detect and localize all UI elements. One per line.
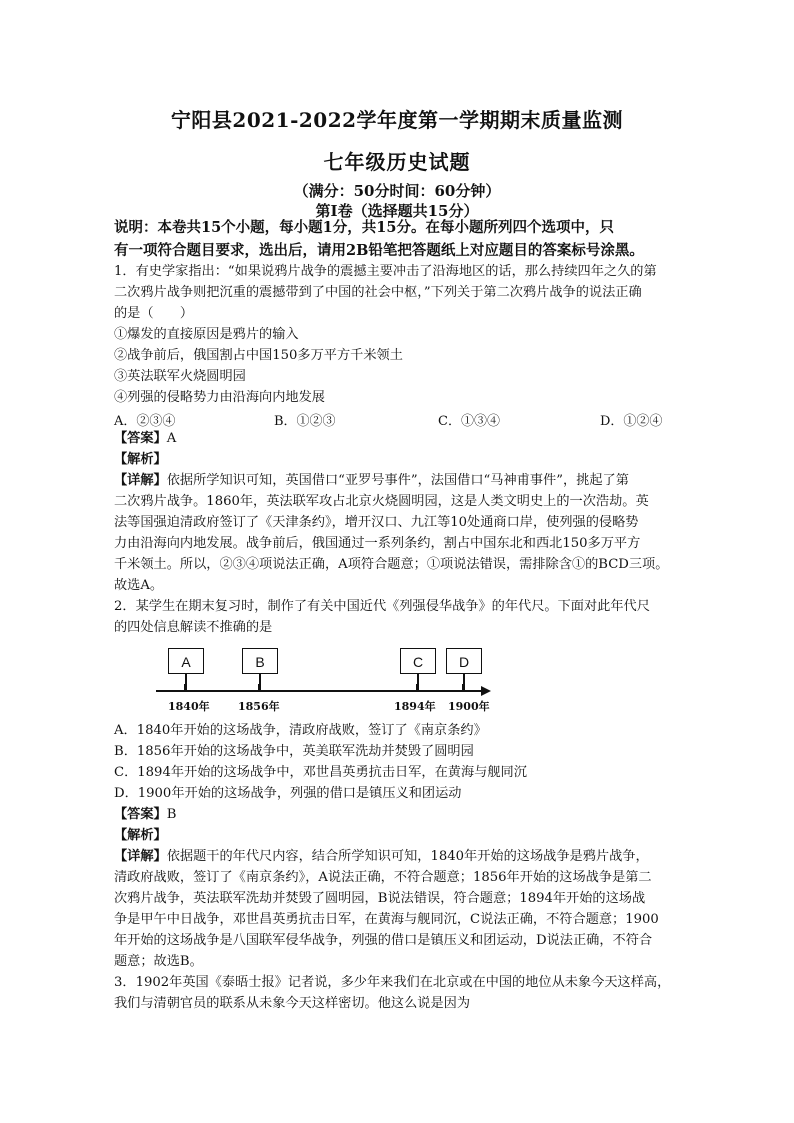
q2-answer [114,806,176,824]
q1-analysis-label [114,451,167,469]
timeline-box-d: D [446,648,482,674]
q1-item: ①爆发的直接原因是鸦片的输入 [114,327,299,342]
q1-detail-line: 力由沿海向内地发展。战争前后，俄国通过一系列条约，割占中国东北和西北150多万平方 [114,536,641,551]
q2-detail-line: 年开始的这场战争是八国联军侵华战争，列强的借口是镇压义和团运动，D说法正确，不符合 [114,933,653,948]
q1-stem-line: 二次鸦片战争则把沉重的震撼带到了中国的社会中枢，”下列关于第二次鸦片战争的说法正确 [114,285,642,300]
q2-option-b: B．1856年开始的这场战争中，英美联军洗劫并焚毁了圆明园 [114,744,474,759]
timeline-year-label: 1856年 [238,700,280,713]
detail-label: 【详解】 [114,473,167,488]
q1-option-d: D．①②④ [600,414,663,429]
q1-item: ③英法联军火烧圆明园 [114,369,246,384]
q1-answer [114,430,176,448]
timeline-tick [184,684,186,692]
arrow-right-icon [481,686,491,696]
q1-detail-line: 二次鸦片战争。1860年，英法联军攻占北京火烧圆明园，这是人类文明史上的一次浩劫。英 [114,494,649,509]
detail-label: 【详解】 [114,849,167,864]
q1-stem-line: 1．有史学家指出：“如果说鸦片战争的震撼主要冲击了沿海地区的话，那么持续四年之久的第 [114,264,657,279]
q1-detail-line: 千米领土。所以，②③④项说法正确，A项符合题意；①项说法错误，需排除含①的BCD三项。 [114,557,669,572]
exam-subtitle: 七年级历史试题 [323,150,471,174]
detail-text: 依据所学知识可知，英国借口“亚罗号事件”，法国借口“马神甫事件”，挑起了第 [166,473,629,488]
section-heading: 第Ⅰ卷（选择题共15分） [315,202,479,220]
q3-stem-line: 我们与清朝官员的联系从未象今天这样密切。他这么说是因为 [114,996,471,1011]
timeline-tick [462,684,464,692]
q2-timeline [156,646,496,714]
q2-stem-line: 2．某学生在期末复习时，制作了有关中国近代《列强侵华战争》的年代尺。下面对此年代尺 [114,599,650,614]
timeline-axis [156,690,486,692]
q1-detail-line [114,472,629,490]
answer-value: A [166,431,177,446]
q2-stem-line: 的四处信息解读不推确的是 [114,620,273,635]
q1-item: ④列强的侵略势力由沿海向内地发展 [114,390,325,405]
q1-option-a: A．②③④ [114,414,176,429]
timeline-tick [258,684,260,692]
q1-detail-line: 故选A。 [114,578,164,593]
q2-detail-line: 次鸦片战争，英法联军洗劫并焚毁了圆明园，B说法错误，符合题意；1894年开始的这场战 [114,891,646,906]
exam-title: 宁阳县2021-2022学年度第一学期期末质量监测 [170,108,624,132]
q1-detail-line: 法等国强迫清政府签订了《天津条约》，增开汉口、九江等10处通商口岸，使列强的侵略势 [114,515,639,530]
timeline-box-b: B [242,648,278,674]
answer-label: 【答案】 [114,807,167,822]
q2-option-c: C．1894年开始的这场战争中，邓世昌英勇抗击日军，在黄海与舰同沉 [114,765,527,780]
q1-item: ②战争前后，俄国割占中国150多万平方千米领土 [114,348,403,363]
timeline-year-label: 1900年 [448,700,490,713]
q2-detail-line [114,848,649,866]
q2-option-a: A．1840年开始的这场战争，清政府战败，签订了《南京条约》 [114,723,487,738]
q1-stem-line: 的是（ ） [114,306,194,321]
q2-detail-line: 清政府战败，签订了《南京条约》，A说法正确，不符合题意；1856年开始的这场战争是第二 [114,870,652,885]
q2-detail-line: 争是甲午中日战争，邓世昌英勇抗击日军，在黄海与舰同沉，C说法正确，不符合题意；1900 [114,912,659,927]
answer-value: B [166,807,177,822]
timeline-box-c: C [400,648,436,674]
timeline-tick [416,684,418,692]
instruction-line: 有一项符合题目要求，选出后，请用2B铅笔把答题纸上对应题目的答案标号涂黑。 [114,242,644,259]
analysis-label: 【解析】 [114,828,167,843]
answer-label: 【答案】 [114,431,167,446]
instruction-line: 说明：本卷共15个小题，每小题1分，共15分。在每小题所列四个选项中，只 [114,219,614,236]
timeline-year-label: 1840年 [168,700,210,713]
q1-option-c: C．①③④ [438,414,500,429]
q1-option-b: B．①②③ [274,414,336,429]
q2-option-d: D．1900年开始的这场战争，列强的借口是镇压义和团运动 [114,786,462,801]
timeline-year-label: 1894年 [394,700,436,713]
q3-stem-line: 3．1902年英国《泰晤士报》记者说，多少年来我们在北京或在中国的地位从未象今天这样高， [114,975,671,990]
score-time: （满分：50分时间：60分钟） [293,182,501,200]
analysis-label: 【解析】 [114,452,167,467]
q2-detail-line: 题意；故选B。 [114,954,203,969]
q2-analysis-label [114,827,167,845]
timeline-box-a: A [168,648,204,674]
detail-text: 依据题干的年代尺内容，结合所学知识可知，1840年开始的这场战争是鸦片战争， [166,849,649,864]
